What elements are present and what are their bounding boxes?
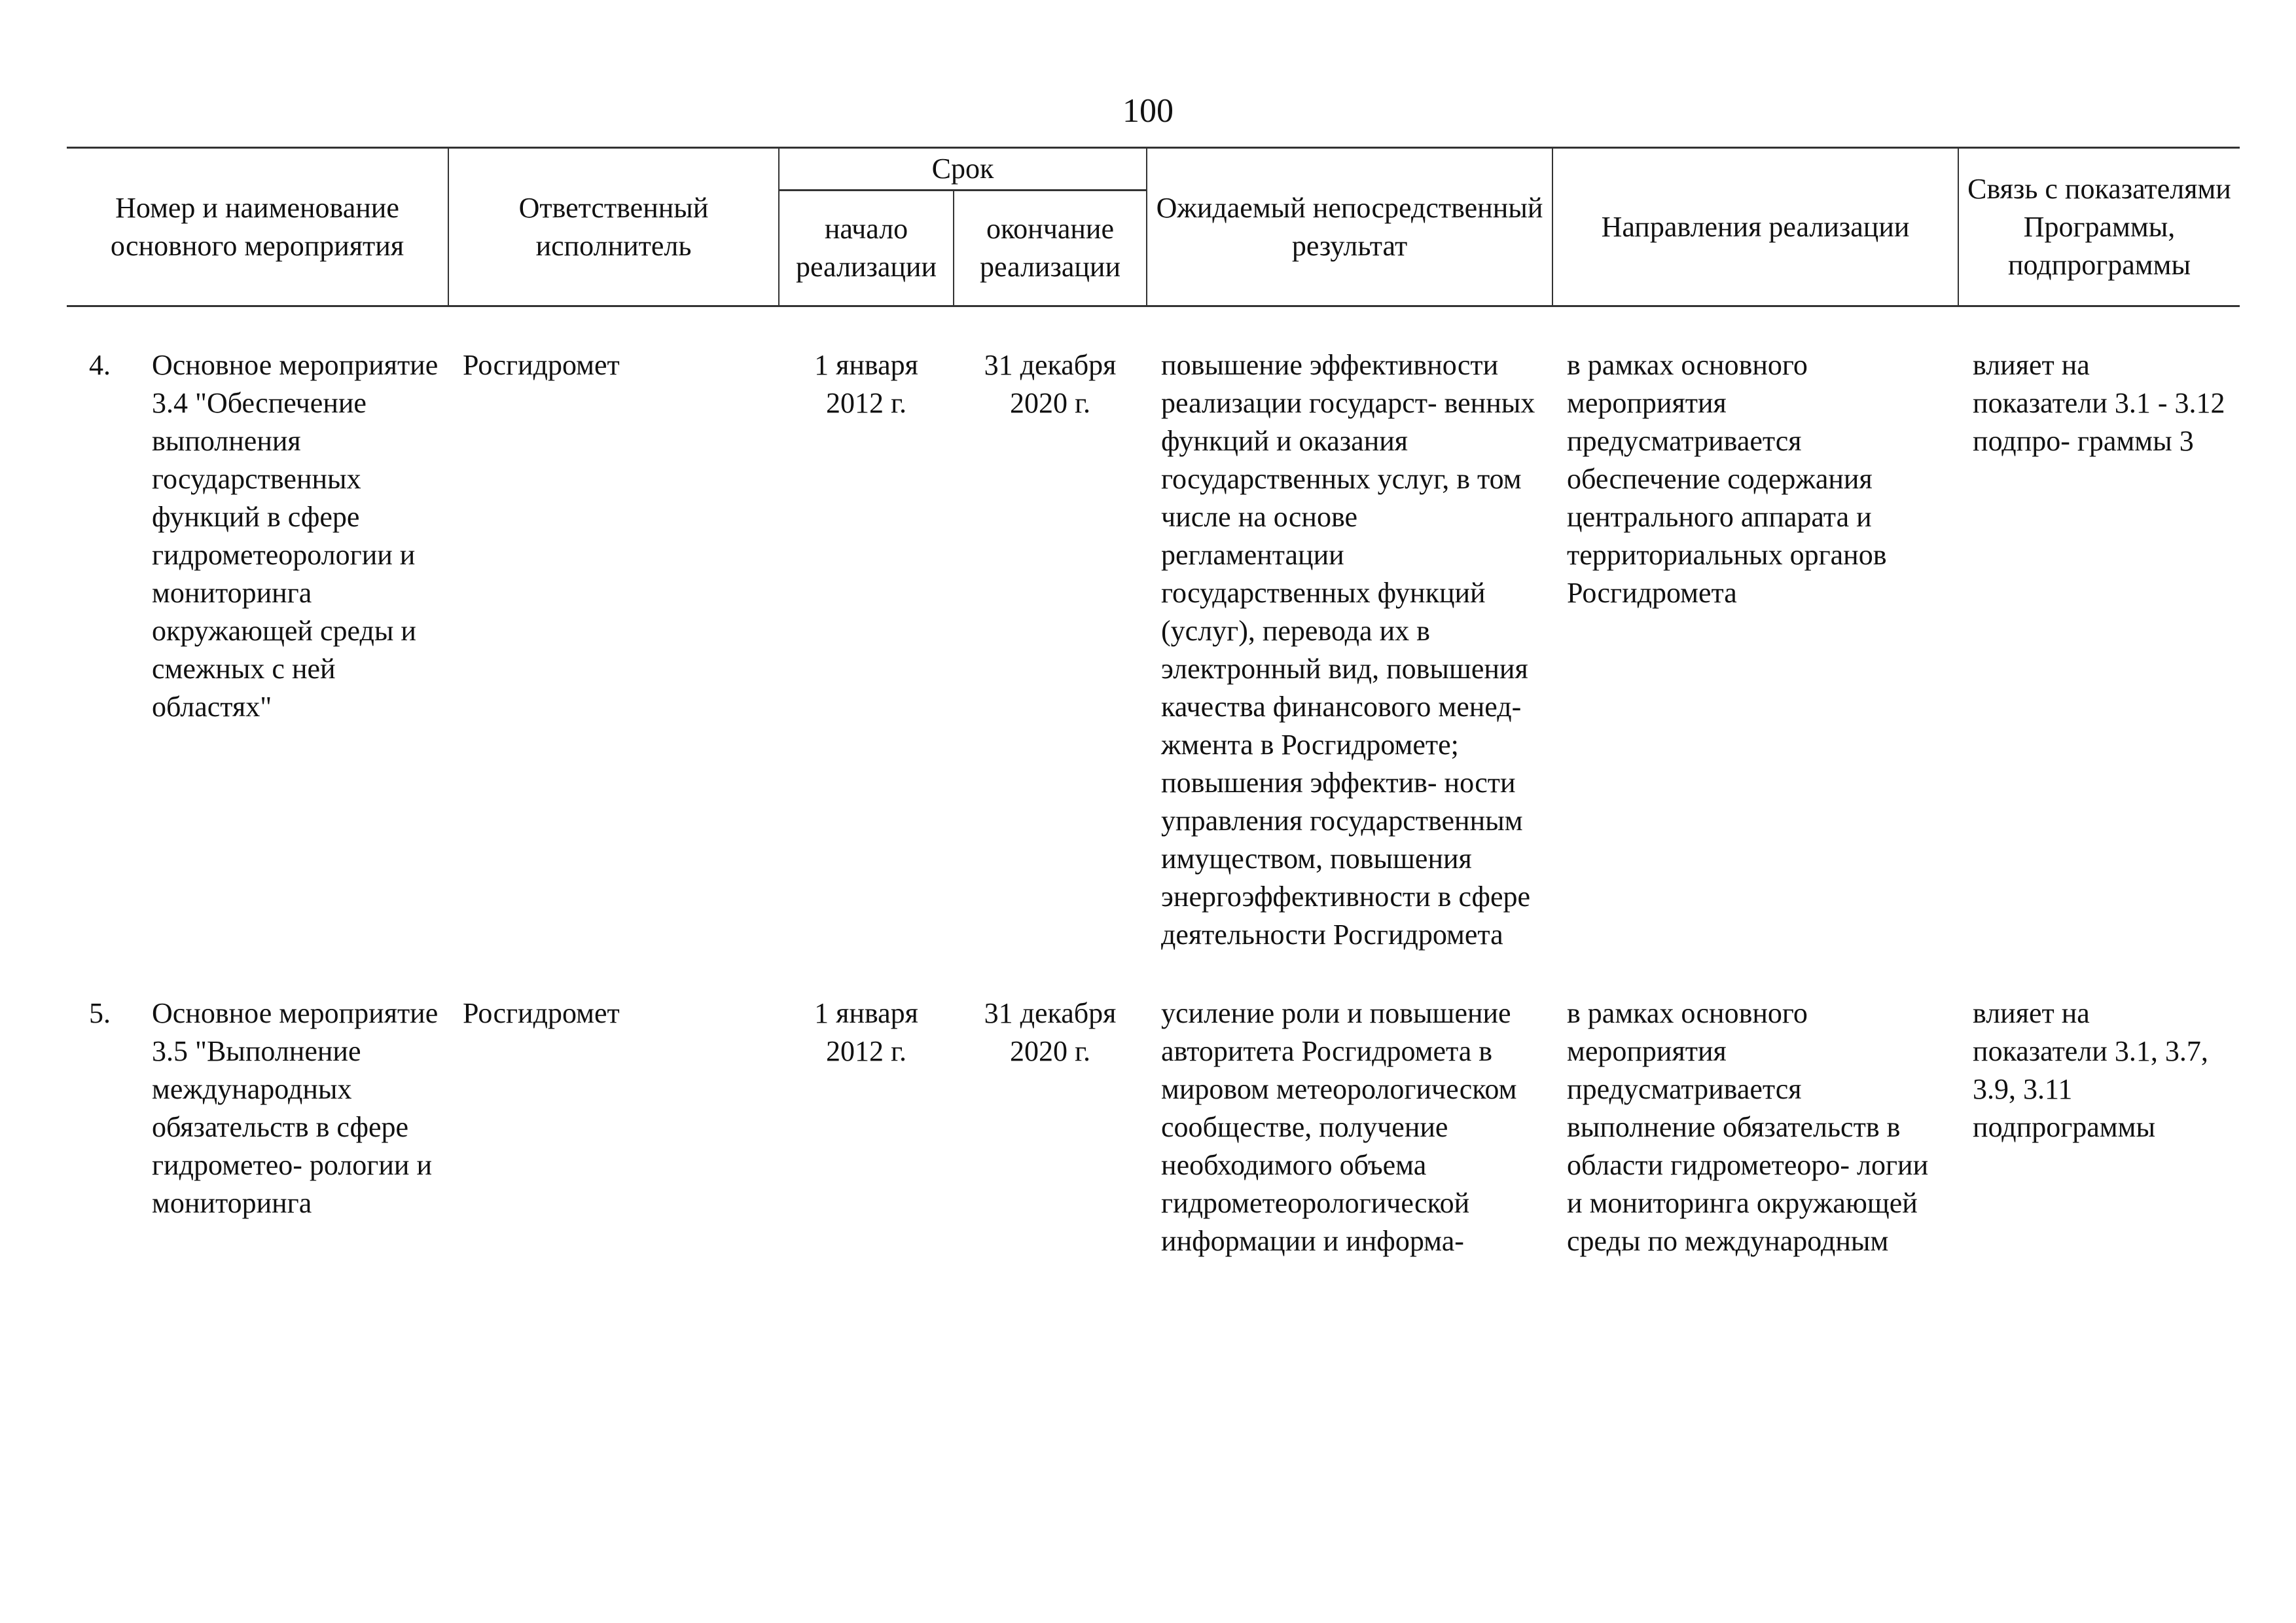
header-directions: Направления реализации [1552,148,1958,306]
header-start: начало реализации [779,191,954,306]
header-executor: Ответственный исполнитель [448,148,779,306]
row-start-day: 1 января [814,349,918,381]
header-end: окончание реализации [954,191,1147,306]
row-link: влияет на показатели 3.1 - 3.12 подпро- граммы 3 [1973,349,2225,457]
header-result: Ожидаемый непосредственный результат [1147,148,1552,306]
row-name-cell [67,346,448,954]
row-end [954,346,1147,954]
row-result: повышение эффективности реализации государст- венных функций и оказания государственных услуг, в том числе на основе регламентации государственных функций (услуг), перевода их в электронный вид, повышения качества финансового менед- жмента в Росгидромете; повышения эффектив- ности управления государственным имуществом, повышения энергоэффективности в сфере деятельности Росгидромета [1161,349,1535,951]
activities-table [67,147,2240,1260]
row-directions: в рамках основного мероприятия предусматривается выполнение обязательств в области гидрометеоро- логии и мониторинга окружающей среды по международным [1567,997,1929,1257]
row-name: Основное мероприятие 3.5 "Выполнение международных обязательств в сфере гидрометео- рологии и мониторинга [152,997,439,1219]
row-end-day: 31 декабря [984,997,1117,1029]
row-end-year: 2020 г. [1009,1035,1091,1067]
table-row [67,994,2240,1260]
row-link: влияет на показатели 3.1, 3.7, 3.9, 3.11 подпрограммы [1973,997,2208,1143]
row-end [954,994,1147,1260]
row-number: 5. [89,997,111,1029]
row-executor: Росгидромет [463,997,620,1029]
header-srok: Срок [779,148,1147,191]
header-name: Номер и наименование основного мероприятия [67,148,448,306]
row-number: 4. [89,349,111,381]
row-name-cell [67,994,448,1260]
row-end-year: 2020 г. [1009,387,1091,419]
row-start-year: 2012 г. [825,387,907,419]
page-number: 100 [1122,92,1174,130]
row-start [779,994,954,1260]
row-start-day: 1 января [814,997,918,1029]
table-header [67,148,2240,306]
row-start-year: 2012 г. [825,1035,907,1067]
row-name: Основное мероприятие 3.4 "Обеспечение выполнения государственных функций в сфере гидрометеорологии и мониторинга окружающей среды и смежных с ней областях" [152,349,439,723]
row-start [779,346,954,954]
row-executor: Росгидромет [463,349,620,381]
header-link: Связь с показателями Программы, подпрограммы [1958,148,2240,306]
table-body [67,306,2240,1261]
table-row [67,346,2240,954]
row-directions: в рамках основного мероприятия предусматривается обеспечение содержания центрального аппарата и территориальных органов Росгидромета [1567,349,1887,609]
row-end-day: 31 декабря [984,349,1117,381]
activities-table-container [67,147,2240,1260]
row-result: усиление роли и повышение авторитета Росгидромета в мировом метеорологическом сообществе, получение необходимого объема гидрометеорологической информации и информа- [1161,997,1517,1257]
